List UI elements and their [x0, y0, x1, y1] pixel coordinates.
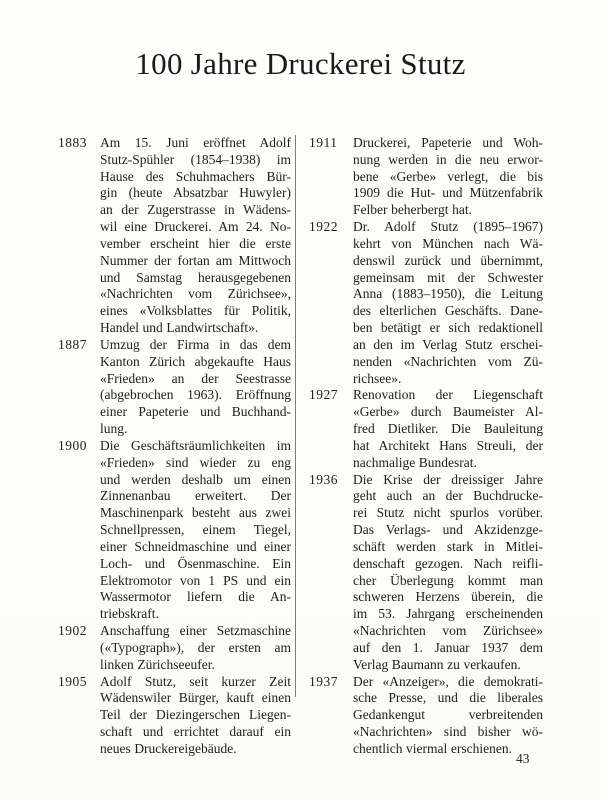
entry-text [353, 472, 543, 674]
column-divider-rule [295, 135, 296, 697]
page-number: 43 [516, 751, 530, 766]
text-line: Felber beherbergt hat. [353, 202, 472, 218]
text-line: Loch- und Ösenmaschine. Ein [100, 555, 291, 571]
text-line: Das Verlags- und Akzidenzge- [353, 522, 543, 538]
text-line: des elterlichen Geschäfts. Dane- [353, 303, 543, 319]
entry-year: 1922 [309, 219, 338, 235]
text-line: triebskraft. [100, 606, 159, 622]
text-line: («Typograph»), der ersten am [100, 639, 291, 655]
timeline-entry [58, 135, 291, 337]
entry-text [100, 674, 291, 758]
text-line: lung. [100, 421, 128, 437]
text-line: Elektromotor von 1 PS und ein [100, 572, 291, 588]
text-line: Wädenswiler Bürger, kauft einen [100, 690, 291, 706]
text-line: 1909 die Hut- und Mützenfabrik [353, 185, 543, 201]
text-line: einer Papeterie und Buchhand- [100, 404, 291, 420]
text-line: Wassermotor liefern die An- [100, 589, 291, 605]
text-line: schäft werden stark in Mitlei- [353, 538, 543, 554]
text-line: geht auch an der Buchdrucke- [353, 488, 543, 504]
text-line: an der Zugerstrasse in Wädens- [100, 202, 291, 218]
timeline-entry [309, 135, 543, 219]
text-line: vember erscheint hier die erste [100, 235, 291, 251]
text-line: einer Schneidmaschine und einer [100, 538, 291, 554]
text-line: Am 15. Juni eröffnet Adolf [100, 135, 291, 150]
text-line: Handel und Landwirtschaft». [100, 320, 259, 336]
text-line: rei Stutz nicht spurlos vorüber. [353, 505, 543, 521]
entry-year: 1902 [58, 623, 87, 639]
text-line: (abgebrochen 1963). Eröffnung [100, 387, 291, 403]
timeline-entry [309, 674, 543, 758]
text-line: Druckerei, Papeterie und Woh- [353, 135, 543, 150]
entry-text [100, 135, 291, 337]
timeline-entry [58, 623, 291, 673]
text-line: Der «Anzeiger», die demokrati- [353, 673, 543, 689]
text-line: hat Architekt Hans Streuli, der [353, 437, 543, 453]
text-line: Schnellpressen, einem Tiegel, [100, 522, 291, 538]
entry-text [100, 337, 291, 438]
text-line: denschaft gezogen. Nach reifli- [353, 555, 543, 571]
text-line: Umzug der Firma in das dem [100, 336, 291, 352]
text-line: nenden «Nachrichten vom Zü- [353, 353, 543, 369]
text-line: neues Druckereigebäude. [100, 740, 237, 756]
entry-year: 1900 [58, 437, 87, 453]
timeline-entry [58, 438, 291, 623]
entry-text [100, 438, 291, 623]
text-line: nachmalige Bundesrat. [353, 454, 477, 470]
entry-year: 1937 [309, 673, 338, 689]
text-line: Verlag Baumann zu verkaufen. [353, 656, 521, 672]
entry-text [353, 135, 543, 219]
text-line: richsee». [353, 370, 402, 386]
page-title: 100 Jahre Druckerei Stutz [135, 46, 466, 81]
text-line: und werden deshalb um einen [100, 471, 291, 487]
text-line: Hause des Schuhmachers Bür- [100, 168, 291, 184]
entry-text [100, 623, 291, 673]
text-line: Die Geschäftsräumlichkeiten im [100, 437, 291, 453]
text-line: «Gerbe» durch Baumeister Al- [353, 404, 543, 420]
text-line: bene «Gerbe» verlegt, die bis [353, 168, 543, 184]
entry-year: 1927 [309, 387, 338, 403]
text-line: auf den 1. Januar 1937 dem [353, 639, 543, 655]
text-line: Maschinenpark besteht aus zwei [100, 505, 291, 521]
text-line: denswil zurück und übernimmt, [353, 252, 543, 268]
entry-text [353, 674, 543, 758]
text-line: Renovation der Liegenschaft [353, 387, 543, 403]
text-line: Dr. Adolf Stutz (1895–1967) [353, 219, 543, 235]
text-line: Teil der Diezingerschen Liegen- [100, 707, 291, 723]
text-line: und Samstag herausgegebenen [100, 269, 291, 285]
text-line: schaft und errichtet darauf ein [100, 723, 291, 739]
text-line: gin (heute Absatzbar Huwyler) [100, 185, 291, 201]
entry-year: 1887 [58, 336, 87, 352]
entry-text [353, 387, 543, 471]
text-line: schweren Herzens überein, die [353, 589, 543, 605]
entry-year: 1911 [309, 135, 338, 150]
text-line: chentlich viermal erschienen. [353, 740, 512, 756]
text-line: Gedankengut verbreitenden [353, 707, 543, 723]
text-line: fred Dietliker. Die Bauleitung [353, 421, 543, 437]
timeline-entry [309, 472, 543, 674]
entry-text [353, 219, 543, 387]
text-line: wil eine Druckerei. Am 24. No- [100, 219, 291, 235]
text-line: «Frieden» an der Seestrasse [100, 370, 291, 386]
text-line: Die Krise der dreissiger Jahre [353, 471, 543, 487]
text-line: ben betätigt er sich redaktionell [353, 320, 543, 336]
text-line: Stutz-Spühler (1854–1938) im [100, 151, 291, 167]
text-line: «Nachrichten vom Zürichsee» [353, 623, 543, 639]
text-line: Adolf Stutz, seit kurzer Zeit [100, 673, 291, 689]
timeline-entry [58, 337, 291, 438]
entry-year: 1936 [309, 471, 338, 487]
timeline-column-left [58, 135, 291, 758]
text-line: «Frieden» sind wieder zu eng [100, 454, 291, 470]
entry-year: 1905 [58, 673, 87, 689]
two-column-layout [58, 135, 601, 758]
text-line: cher Überlegung kommt man [353, 572, 543, 588]
timeline-column-right [309, 135, 543, 758]
text-line: eines «Volksblattes für Politik, [100, 303, 291, 319]
text-line: «Nachrichten vom Zürichsee», [100, 286, 291, 302]
text-line: sche Presse, und die liberales [353, 690, 543, 706]
timeline-entry [309, 387, 543, 471]
text-line: Nummer der fortan am Mittwoch [100, 252, 291, 268]
text-line: nung werden in die neu erwor- [353, 151, 543, 167]
text-line: Anna (1883–1950), die Leitung [353, 286, 543, 302]
text-line: gemeinsam mit der Schwester [353, 269, 543, 285]
timeline-entry [58, 674, 291, 758]
text-line: «Nachrichten» sind bisher wö- [353, 723, 543, 739]
text-line: im 53. Jahrgang erscheinenden [353, 606, 543, 622]
text-line: Anschaffung einer Setzmaschine [100, 623, 291, 639]
text-line: Zinnenanbau erweitert. Der [100, 488, 291, 504]
timeline-entry [309, 219, 543, 387]
text-line: linken Zürichseeufer. [100, 656, 215, 672]
text-line: an den im Verlag Stutz erschei- [353, 336, 543, 352]
entry-year: 1883 [58, 135, 87, 150]
text-line: Kanton Zürich abgekaufte Haus [100, 353, 291, 369]
text-line: kehrt von München nach Wä- [353, 235, 543, 251]
